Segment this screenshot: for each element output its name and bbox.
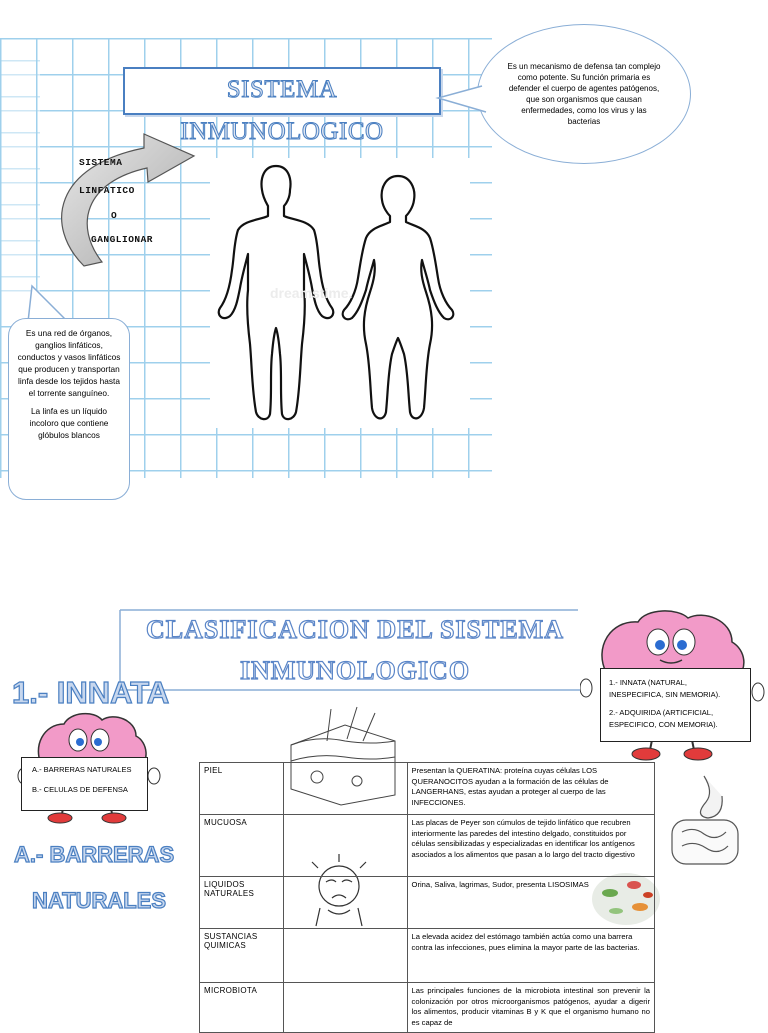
innata-types-sign bbox=[21, 757, 148, 811]
row-name: SUSTANCIAS QUIMICAS bbox=[200, 929, 284, 983]
row-image-cell bbox=[283, 877, 407, 929]
row-name: PIEL bbox=[200, 763, 284, 815]
row-name: MUCUOSA bbox=[200, 815, 284, 877]
row-description: Las principales funciones de la microbiota intestinal son prevenir la colonización por otros microorganismos patógenos, ayudar a digerir los alimentos, producir vitaminas B y K que el organismo humano no es capaz de bbox=[407, 983, 654, 1033]
digestive-system-image bbox=[664, 772, 746, 870]
sign-right-line-1: 1.- INNATA (NATURAL, INESPECIFICA, SIN MEMORIA). bbox=[609, 678, 721, 699]
linfatico-definition-text: Es una red de órganos, ganglios linfáticos, conductos y vasos linfáticos que producen y transportan linfa desde los tejidos hasta el torrente sanguíneo. bbox=[17, 328, 121, 398]
classification-title-line-1: CLASIFICACION DEL SISTEMA bbox=[146, 615, 564, 644]
linfatico-line-1: SISTEMA bbox=[79, 157, 123, 168]
barreras-heading-line-2: NATURALES bbox=[32, 888, 167, 913]
sign-right-line-2: 2.- ADQUIRIDA (ARTICFICIAL, ESPECIFICO, CON MEMORIA). bbox=[609, 708, 718, 729]
sign-left-line-2: B.- CELULAS DE DEFENSA bbox=[32, 785, 128, 794]
table-row bbox=[200, 763, 655, 815]
row-name: LIQUIDOS NATURALES bbox=[200, 877, 284, 929]
row-description: La elevada acidez del estómago también actúa como una barrera contra las infecciones, pues elimina la mayor parte de las bacterias. bbox=[407, 929, 654, 983]
human-body-outlines-image bbox=[210, 158, 470, 428]
row-image-cell bbox=[283, 763, 407, 815]
classification-types-sign bbox=[600, 668, 751, 742]
linfatico-line-3: O bbox=[111, 210, 118, 221]
sistema-linfatico-label bbox=[79, 157, 179, 247]
linfatico-line-4: GANGLIONAR bbox=[91, 234, 154, 245]
definition-text: Es un mecanismo de defensa tan complejo como potente. Su función primaria es defender el cuerpo de agentes patógenos, que son organismos que causan enfermedades, como los virus y las bacterias bbox=[507, 62, 661, 126]
barreras-naturales-table bbox=[199, 762, 655, 1033]
oval-bubble-tail bbox=[434, 80, 490, 120]
row-image-cell bbox=[283, 983, 407, 1033]
grid-background-left-fade bbox=[0, 60, 40, 300]
table-row bbox=[200, 929, 655, 983]
innata-heading: 1.- INNATA bbox=[12, 675, 170, 710]
watermark-text: dreamstime. bbox=[270, 285, 353, 301]
table-row bbox=[200, 877, 655, 929]
barreras-heading-line-1: A.- BARRERAS bbox=[14, 842, 175, 867]
table-row bbox=[200, 815, 655, 877]
definition-oval-bubble bbox=[477, 24, 691, 164]
linfatico-definition-bubble bbox=[8, 318, 130, 500]
row-image-cell bbox=[283, 929, 407, 983]
row-description: Presentan la QUERATINA: proteína cuyas células LOS QUERANOCITOS ayudan a la formación de las células de LANGERHANS, estas ayudan a proteger al cuerpo de las INFECCIONES. bbox=[407, 763, 654, 815]
row-name: MICROBIOTA bbox=[200, 983, 284, 1033]
classification-title-line-2: INMUNOLOGICO bbox=[239, 656, 471, 685]
row-image-cell bbox=[283, 815, 407, 877]
linfa-definition-text: La linfa es un líquido incoloro que contiene glóbulos blancos bbox=[29, 406, 109, 440]
sign-left-line-1: A.- BARRERAS NATURALES bbox=[32, 765, 132, 774]
row-description: Las placas de Peyer son cúmulos de tejido linfático que recubren interiormente las paredes del intestino delgado, constituidos por células sensibilizadas y especializadas en identificar los antígenos asociados a los alimentos que pasan a lo largo del tracto digestivo bbox=[407, 815, 654, 877]
page-title: SISTEMA INMUNOLOGICO bbox=[123, 67, 441, 115]
linfatico-line-2: LINFATICO bbox=[79, 185, 135, 196]
row-description: Orina, Saliva, lagrimas, Sudor, presenta LISOSIMAS bbox=[407, 877, 654, 929]
table-row bbox=[200, 983, 655, 1033]
